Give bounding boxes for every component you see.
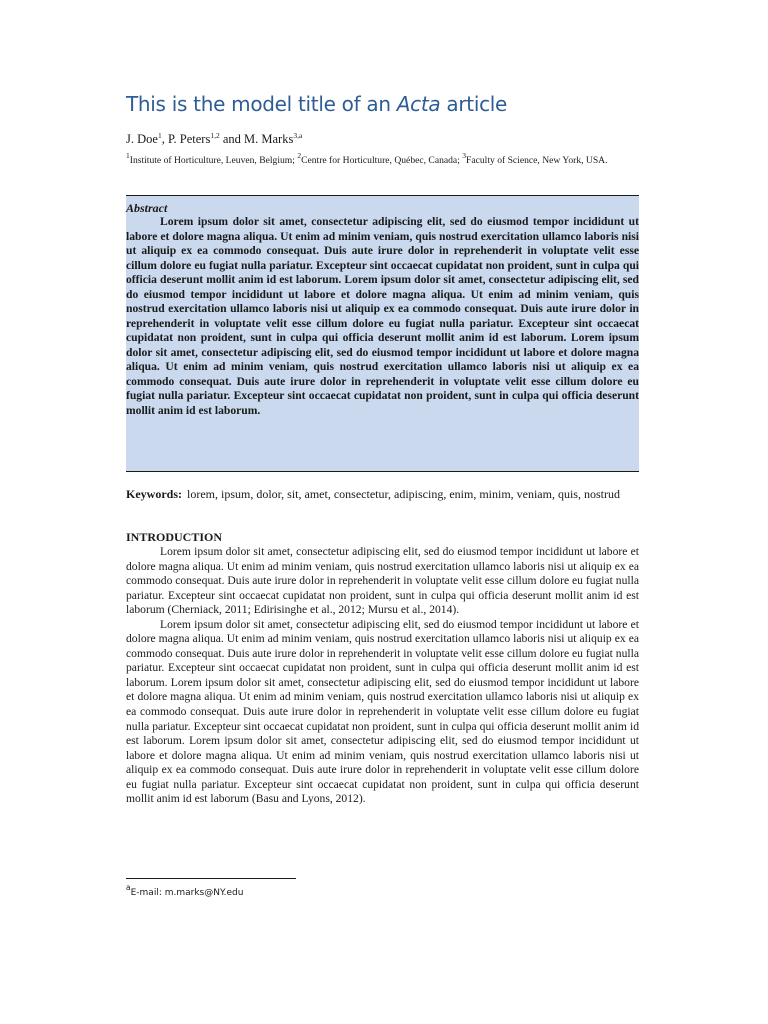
- author-name: J. Doe: [126, 132, 158, 146]
- author-name: P. Peters: [167, 132, 211, 146]
- abstract-text: Lorem ipsum dolor sit amet, consectetur adipiscing elit, sed do eiusmod tempor incididunt ut labore et dolore magna aliqua. Ut enim ad minim veniam, quis nostrud exercitation ullamco laboris nisi ut aliquip ex ea commodo consequat. Duis aute irure dolor in reprehenderit in voluptate velit esse cillum dolore eu fugiat nulla pariatur. Excepteur sint occaecat cupidatat non proident, sunt in culpa qui officia deserunt mollit anim id est laborum. Lorem ipsum dolor sit amet, consectetur adipiscing elit, sed do eiusmod tempor incididunt ut labore et dolore magna aliqua. Ut enim ad minim veniam, quis nostrud exercitation ullamco laboris nisi ut aliquip ex ea commodo consequat. Duis aute irure dolor in reprehenderit in voluptate velit esse cillum dolore eu fugiat nulla pariatur. Excepteur sint occaecat cupidatat non proident, sunt in culpa qui officia deserunt mollit anim id est laborum. Lorem ipsum dolor sit amet, consectetur adipiscing elit, sed do eiusmod tempor incididunt ut labore et dolore magna aliqua. Ut enim ad minim veniam, quis nostrud exercitation ullamco laboris nisi ut aliquip ex ea commodo consequat. Duis aute irure dolor in reprehenderit in voluptate velit esse cillum dolore eu fugiat nulla pariatur. Excepteur sint occaecat cupidatat non proident, sunt in culpa qui officia deserunt mollit anim id est laborum.: [126, 215, 639, 417]
- author-affiliation-mark: 1: [157, 131, 162, 140]
- author-list: [126, 131, 639, 147]
- affiliation-text: Centre for Horticulture, Québec, Canada;: [301, 155, 463, 166]
- introduction-heading: INTRODUCTION: [126, 530, 223, 544]
- title-suffix: article: [440, 92, 508, 116]
- affiliations: [126, 151, 639, 167]
- article-title: [126, 90, 639, 118]
- title-italic-word: Acta: [396, 92, 441, 116]
- author-separator: and: [219, 132, 245, 146]
- introduction-body: [126, 545, 639, 807]
- author-affiliation-mark: 1,2: [210, 131, 220, 140]
- affiliation-mark: 3: [462, 151, 467, 160]
- title-prefix: This is the model title of an: [126, 92, 397, 116]
- paragraph: Lorem ipsum dolor sit amet, consectetur adipiscing elit, sed do eiusmod tempor incididunt ut labore et dolore magna aliqua. Ut enim ad minim veniam, quis nostrud exercitation ullamco laboris nisi ut aliquip ex ea commodo consequat. Duis aute irure dolor in reprehenderit in voluptate velit esse cillum dolore eu fugiat nulla pariatur. Excepteur sint occaecat cupidatat non proident, sunt in culpa qui officia deserunt mollit anim id est laborum (Cherniack, 2011; Edirisinghe et al., 2012; Mursu et al., 2014).: [126, 545, 639, 617]
- paragraph: Lorem ipsum dolor sit amet, consectetur adipiscing elit, sed do eiusmod tempor incididunt ut labore et dolore magna aliqua. Ut enim ad minim veniam, quis nostrud exercitation ullamco laboris nisi ut aliquip ex ea commodo consequat. Duis aute irure dolor in reprehenderit in voluptate velit esse cillum dolore eu fugiat nulla pariatur. Excepteur sint occaecat cupidatat non proident, sunt in culpa qui officia deserunt mollit anim id est laborum. Lorem ipsum dolor sit amet, consectetur adipiscing elit, sed do eiusmod tempor incididunt ut labore et dolore magna aliqua. Ut enim ad minim veniam, quis nostrud exercitation ullamco laboris nisi ut aliquip ex ea commodo consequat. Duis aute irure dolor in reprehenderit in voluptate velit esse cillum dolore eu fugiat nulla pariatur. Excepteur sint occaecat cupidatat non proident, sunt in culpa qui officia deserunt mollit anim id est laborum. Lorem ipsum dolor sit amet, consectetur adipiscing elit, sed do eiusmod tempor incididunt ut labore et dolore magna aliqua. Ut enim ad minim veniam, quis nostrud exercitation ullamco laboris nisi ut aliquip ex ea commodo consequat. Duis aute irure dolor in reprehenderit in voluptate velit esse cillum dolore eu fugiat nulla pariatur. Excepteur sint occaecat cupidatat non proident, sunt in culpa qui officia deserunt mollit anim id est laborum (Basu and Lyons, 2012).: [126, 617, 639, 806]
- footnote: [126, 883, 244, 899]
- affiliation-mark: 2: [297, 151, 302, 160]
- keywords-list: lorem, ipsum, dolor, sit, amet, consectetur, adipiscing, enim, minim, veniam, quis, nostrud: [187, 487, 620, 501]
- keywords: [126, 487, 639, 502]
- footnote-email[interactable]: E-mail: m.marks@NY.edu: [130, 888, 244, 898]
- footnote-divider: [126, 878, 296, 879]
- author-separator: ,: [161, 132, 168, 146]
- author-name: M. Marks: [244, 132, 294, 146]
- affiliation-mark: 1: [126, 151, 130, 160]
- affiliation-text: Faculty of Science, New York, USA.: [466, 155, 608, 166]
- keywords-label: Keywords:: [126, 487, 182, 501]
- abstract-box: [126, 195, 639, 472]
- author-affiliation-mark: 3,a: [293, 131, 303, 140]
- affiliation-text: Institute of Horticulture, Leuven, Belgium;: [129, 155, 298, 166]
- abstract-heading: Abstract: [126, 201, 168, 215]
- footnote-mark: a: [126, 883, 131, 892]
